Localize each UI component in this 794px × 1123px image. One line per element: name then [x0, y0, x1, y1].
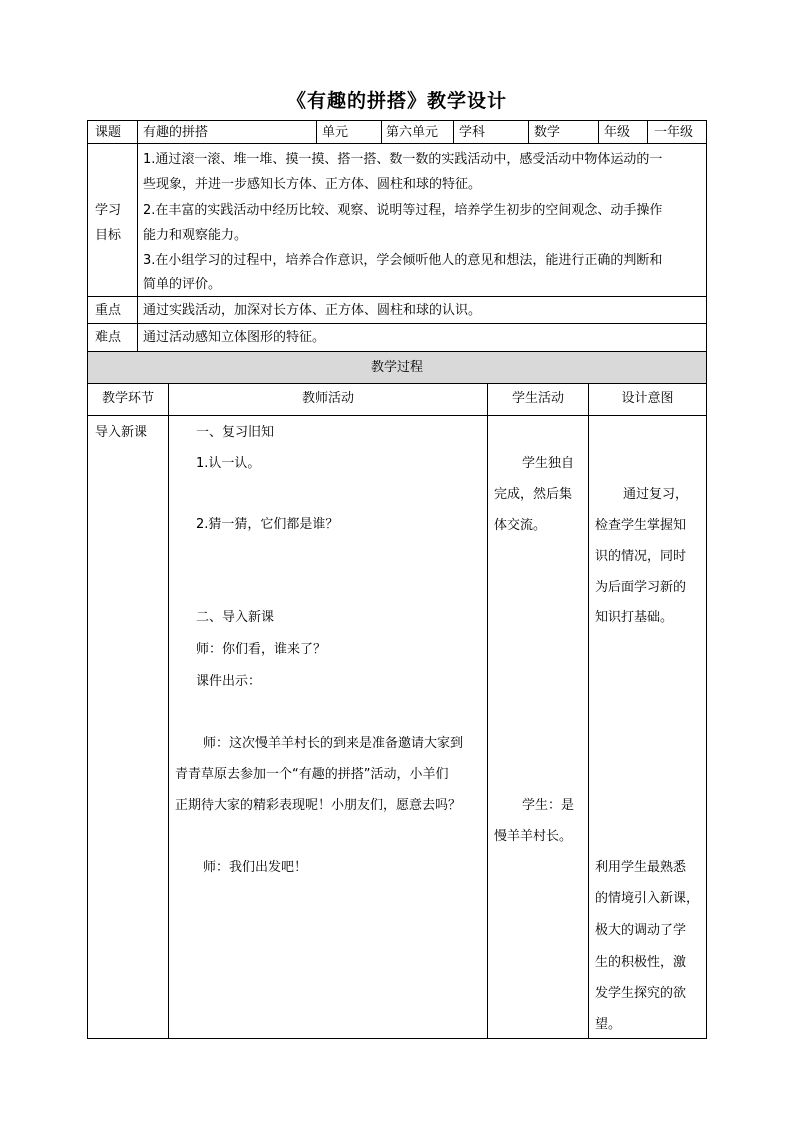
student-text: 完成，然后集	[494, 487, 573, 502]
teacher-paragraph-line: 师：这次慢羊羊村长的到来是准备邀请大家到	[203, 736, 464, 751]
teacher-paragraph-line: 正期待大家的精彩表现呢！小朋友们，愿意去吗？	[175, 798, 462, 813]
label-unit: 单元	[322, 125, 349, 140]
col-stage-header: 教学环节	[101, 391, 154, 406]
teacher-item: 2.猜一猜，它们都是谁？	[196, 517, 339, 532]
goals-line: 简单的评价。	[143, 277, 222, 292]
student-text: 慢羊羊村长。	[494, 829, 573, 844]
intent-text: 知识打基础。	[595, 610, 674, 625]
key-text: 通过实践活动，加深对长方体、正方体、圆柱和球的认识。	[143, 303, 482, 318]
col-student-header: 学生活动	[511, 391, 564, 406]
student-text: 学生独自	[522, 456, 575, 471]
document-title: 《有趣的拼搭》教学设计	[286, 90, 507, 112]
teacher-line: 师：我们出发吧！	[203, 860, 308, 875]
teacher-item: 1.认一认。	[196, 456, 261, 471]
label-topic: 课题	[95, 125, 122, 140]
intent-text: 识的情况，同时	[595, 549, 687, 564]
col-teacher-header: 教师活动	[301, 391, 354, 406]
intent-text: 检查学生掌握知	[595, 518, 687, 533]
teacher-heading-review: 一、复习旧知	[196, 425, 275, 440]
goals-line: 2.在丰富的实践活动中经历比较、观察、说明等过程，培养学生初步的空间观念、动手操作	[143, 203, 663, 218]
teacher-line: 师：你们看，谁来了？	[196, 642, 327, 657]
goals-label-line2: 目标	[95, 228, 122, 243]
grade-value: 一年级	[654, 125, 694, 140]
teacher-paragraph-line: 青青草原去参加一个“有趣的拼搭”活动，小羊们	[175, 767, 449, 782]
goals-line: 些现象，并进一步感知长方体、正方体、圆柱和球的特征。	[143, 177, 482, 192]
key-label: 重点	[95, 303, 122, 318]
difficulty-label: 难点	[95, 330, 122, 345]
intent-text: 发学生探究的欲	[595, 986, 687, 1001]
student-text: 学生：是	[522, 798, 575, 813]
goals-line: 能力和观察能力。	[143, 228, 248, 243]
teacher-line: 课件出示：	[196, 674, 262, 689]
unit-value: 第六单元	[386, 125, 439, 140]
process-section-title: 教学过程	[370, 360, 423, 375]
teacher-heading-intro: 二、导入新课	[196, 610, 275, 625]
intent-text: 极大的调动了学	[595, 923, 687, 938]
intent-text: 为后面学习新的	[595, 580, 687, 595]
stage-cell: 导入新课	[95, 425, 148, 440]
goals-label-line1: 学习	[95, 203, 122, 218]
intent-text: 通过复习，	[623, 487, 689, 502]
goals-line: 3.在小组学习的过程中，培养合作意识，学会倾听他人的意见和想法，能进行正确的判断和	[143, 253, 663, 268]
intent-text: 望。	[595, 1017, 622, 1032]
difficulty-text: 通过活动感知立体图形的特征。	[143, 330, 326, 345]
topic-value: 有趣的拼搭	[143, 125, 209, 140]
intent-text: 生的积极性，激	[595, 955, 687, 970]
goals-line: 1.通过滚一滚、堆一堆、摸一摸、搭一搭、数一数的实践活动中，感受活动中物体运动的一	[143, 152, 663, 167]
student-text: 体交流。	[494, 518, 547, 533]
col-intent-header: 设计意图	[621, 391, 674, 406]
label-grade: 年级	[604, 125, 631, 140]
intent-text: 利用学生最熟悉	[595, 860, 687, 875]
label-subject: 学科	[459, 125, 486, 140]
intent-text: 的情境引入新课，	[595, 891, 700, 906]
subject-value: 数学	[534, 125, 561, 140]
